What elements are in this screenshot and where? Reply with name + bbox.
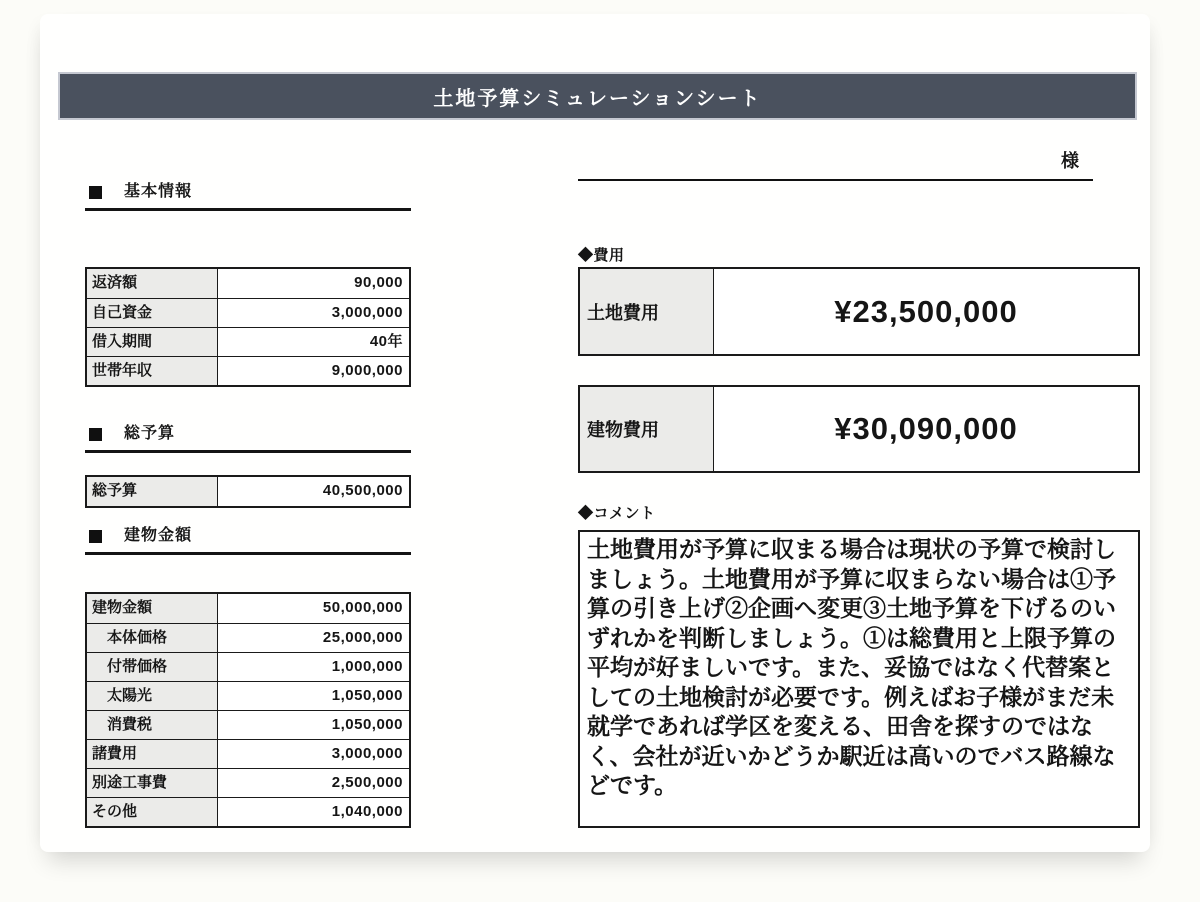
section-heading-building-amount [85,526,411,555]
row-label: 太陽光 [87,682,218,710]
row-value: 50,000,000 [322,599,403,616]
section-heading-label: 総予算 [124,425,176,442]
table-row [87,652,409,681]
building-cost-table [578,385,1140,473]
table-row [87,797,409,826]
row-value: 1,000,000 [331,658,403,675]
table-row [87,710,409,739]
row-label: 世帯年収 [87,357,218,385]
row-value: 40,500,000 [322,482,403,499]
row-value: 1,050,000 [331,716,403,733]
building-cost-value: ¥30,090,000 [834,411,1018,446]
row-label: 消費税 [87,711,218,739]
sheet-title-bar [58,72,1137,120]
land-cost-value: ¥23,500,000 [834,293,1018,329]
section-heading-label: 基本情報 [124,183,193,200]
table-row [87,298,409,327]
row-label: 総予算 [87,477,218,506]
row-label: 付帯価格 [87,653,218,681]
page-title: 土地予算シミュレーションシート [433,87,762,110]
land-cost-table [578,267,1140,356]
costs-heading: ◆費用 [578,247,625,264]
section-heading-total-budget [85,424,411,453]
table-row [87,356,409,385]
row-value: 40年 [369,333,403,350]
land-cost-label: 土地費用 [580,269,714,354]
comment-text: 土地費用が予算に収まる場合は現状の予算で検討しましょう。土地費用が予算に収まらない場合は①予算の引き上げ②企画へ変更③土地予算を下げるのいずれかを判断しましょう。①は総費用と上限予算の平均が好ましいです。また、妥協ではなく代替案としての土地検討が必要です。例えばお子様がまだ未就学であれば学区を変える、田舎を探すのではなく、会社が近いかどうか駅近は高いのでバス路線などです。 [587,536,1116,798]
comment-heading: ◆コメント [578,505,656,522]
row-value: 2,500,000 [331,774,403,791]
building-amount-table [85,592,411,828]
basic-info-table [85,267,411,387]
table-row [87,623,409,652]
row-label: 建物金額 [87,594,218,623]
table-row [87,768,409,797]
row-value: 3,000,000 [331,745,403,762]
table-row [87,477,409,506]
row-value: 1,050,000 [331,687,403,704]
section-heading-basic-info [85,182,411,211]
black-square-icon [89,186,102,199]
row-label: 借入期間 [87,328,218,356]
customer-name-suffix: 様 [1061,151,1079,171]
row-value: 1,040,000 [331,803,403,820]
section-heading-label: 建物金額 [124,527,193,544]
black-square-icon [89,428,102,441]
row-label: 別途工事費 [87,769,218,797]
table-row [87,681,409,710]
table-row [87,739,409,768]
customer-name-line [578,148,1093,181]
row-label: 返済額 [87,269,218,298]
row-value: 9,000,000 [331,362,403,379]
table-row [87,269,409,298]
row-label: その他 [87,798,218,826]
row-value: 90,000 [354,274,403,291]
row-label: 諸費用 [87,740,218,768]
table-row [87,594,409,623]
total-budget-table [85,475,411,508]
comment-box [578,530,1140,828]
row-value: 25,000,000 [322,629,403,646]
row-label: 本体価格 [87,624,218,652]
black-square-icon [89,530,102,543]
row-label: 自己資金 [87,299,218,327]
sheet-card [40,14,1150,852]
building-cost-label: 建物費用 [580,387,714,471]
row-value: 3,000,000 [331,304,403,321]
table-row [87,327,409,356]
